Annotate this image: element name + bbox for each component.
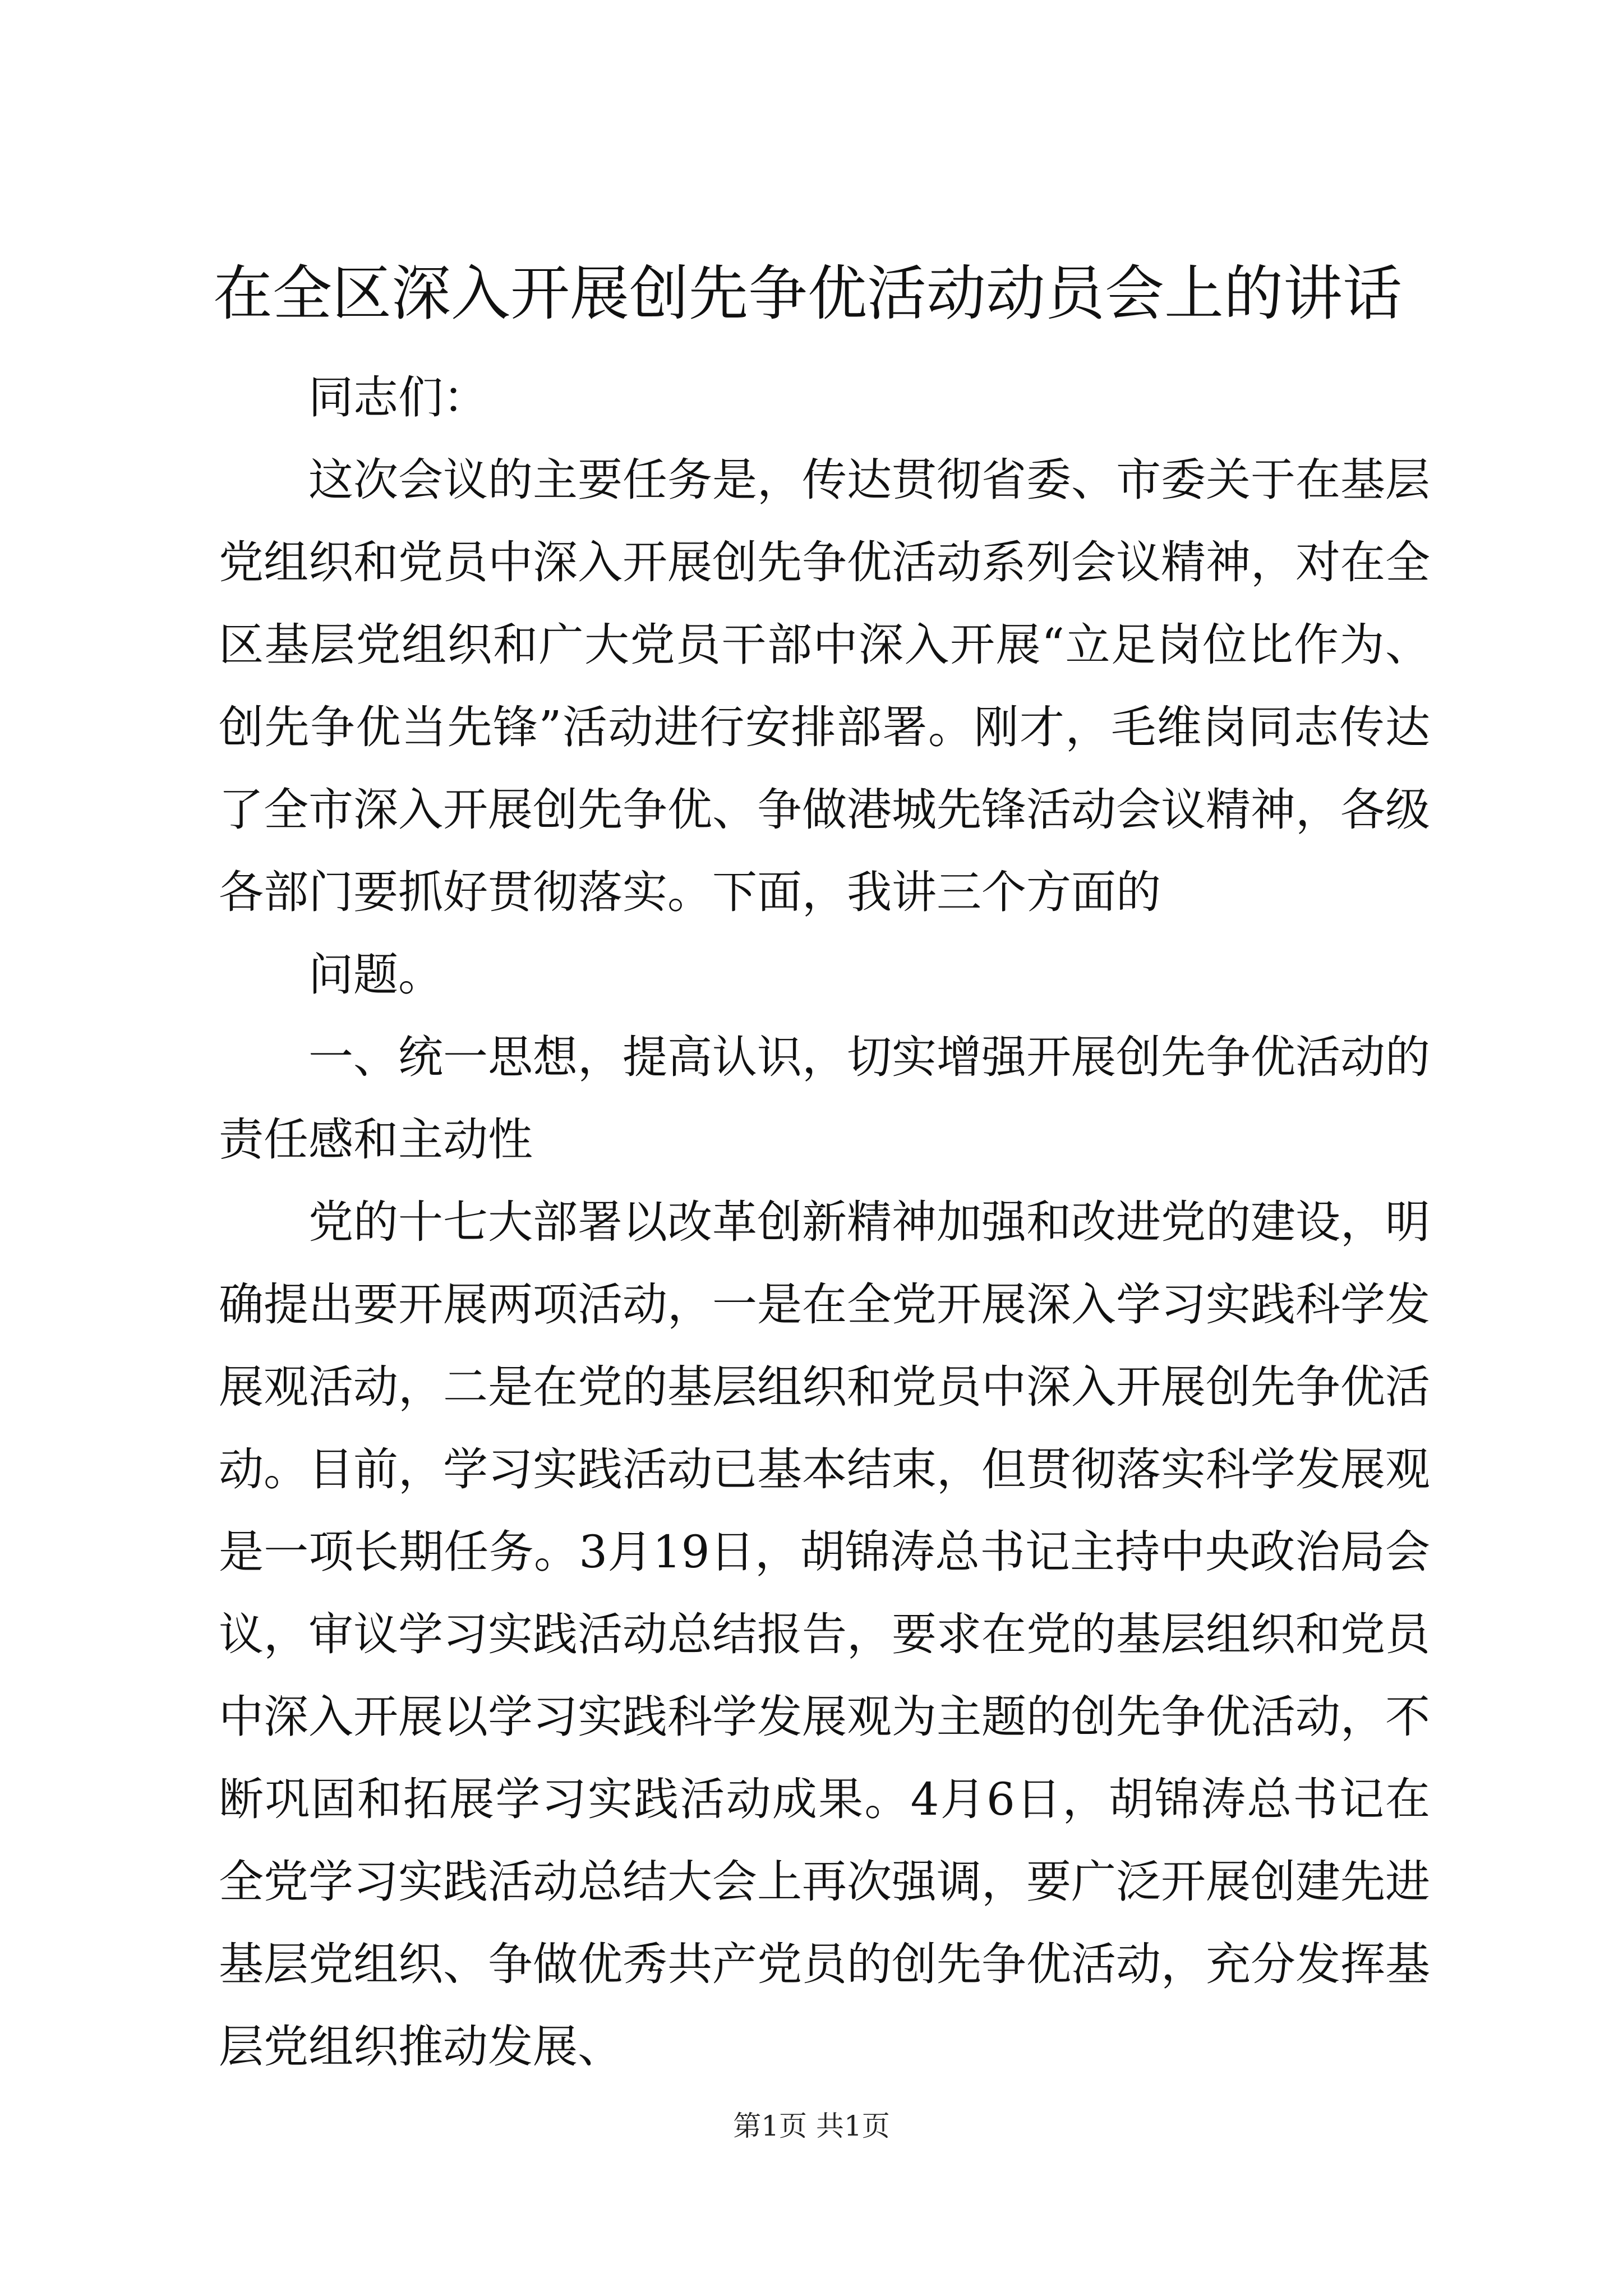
section-heading-one: 一、统一思想，提高认识，切实增强开展创先争优活动的责任感和主动性 bbox=[219, 1031, 1430, 1166]
page-footer: 第1页 共1页 bbox=[733, 2110, 890, 2142]
document-body bbox=[219, 356, 1430, 2088]
document-title: 在全区深入开展创先争优活动动员会上的讲话 bbox=[213, 259, 1402, 328]
paragraph-body: 党的十七大部署以改革创新精神加强和改进党的建设，明确提出要开展两项活动，一是在全党开展深入学习实践科学发展观活动，二是在党的基层组织和党员中深入开展创先争优活动。目前，学习实践活动已基本结束，但贯彻落实科学发展观是一项长期任务。3月19日，胡锦涛总书记主持中央政治局会议，审议学习实践活动总结报告，要求在党的基层组织和党员中深入开展以学习实践科学发展观为主题的创先争优活动，不断巩固和拓展学习实践活动成果。4月6日，胡锦涛总书记在全党学习实践活动总结大会上再次强调，要广泛开展创建先进基层党组织、争做优秀共产党员的创先争优活动，充分发挥基层党组织推动发展、 bbox=[219, 1196, 1430, 2073]
paragraph-continuation: 问题。 bbox=[308, 949, 443, 1001]
paragraph-intro: 这次会议的主要任务是，传达贯彻省委、市委关于在基层党组织和党员中深入开展创先争优活动系列会议精神，对在全区基层党组织和广大党员干部中深入开展“立足岗位比作为、创先争优当先锋”活动进行安排部署。刚才，毛维岗同志传达了全市深入开展创先争优、争做港城先锋活动会议精神，各级各部门要抓好贯彻落实。下面，我讲三个方面的 bbox=[219, 454, 1430, 918]
paragraph-salutation: 同志们： bbox=[308, 371, 488, 424]
